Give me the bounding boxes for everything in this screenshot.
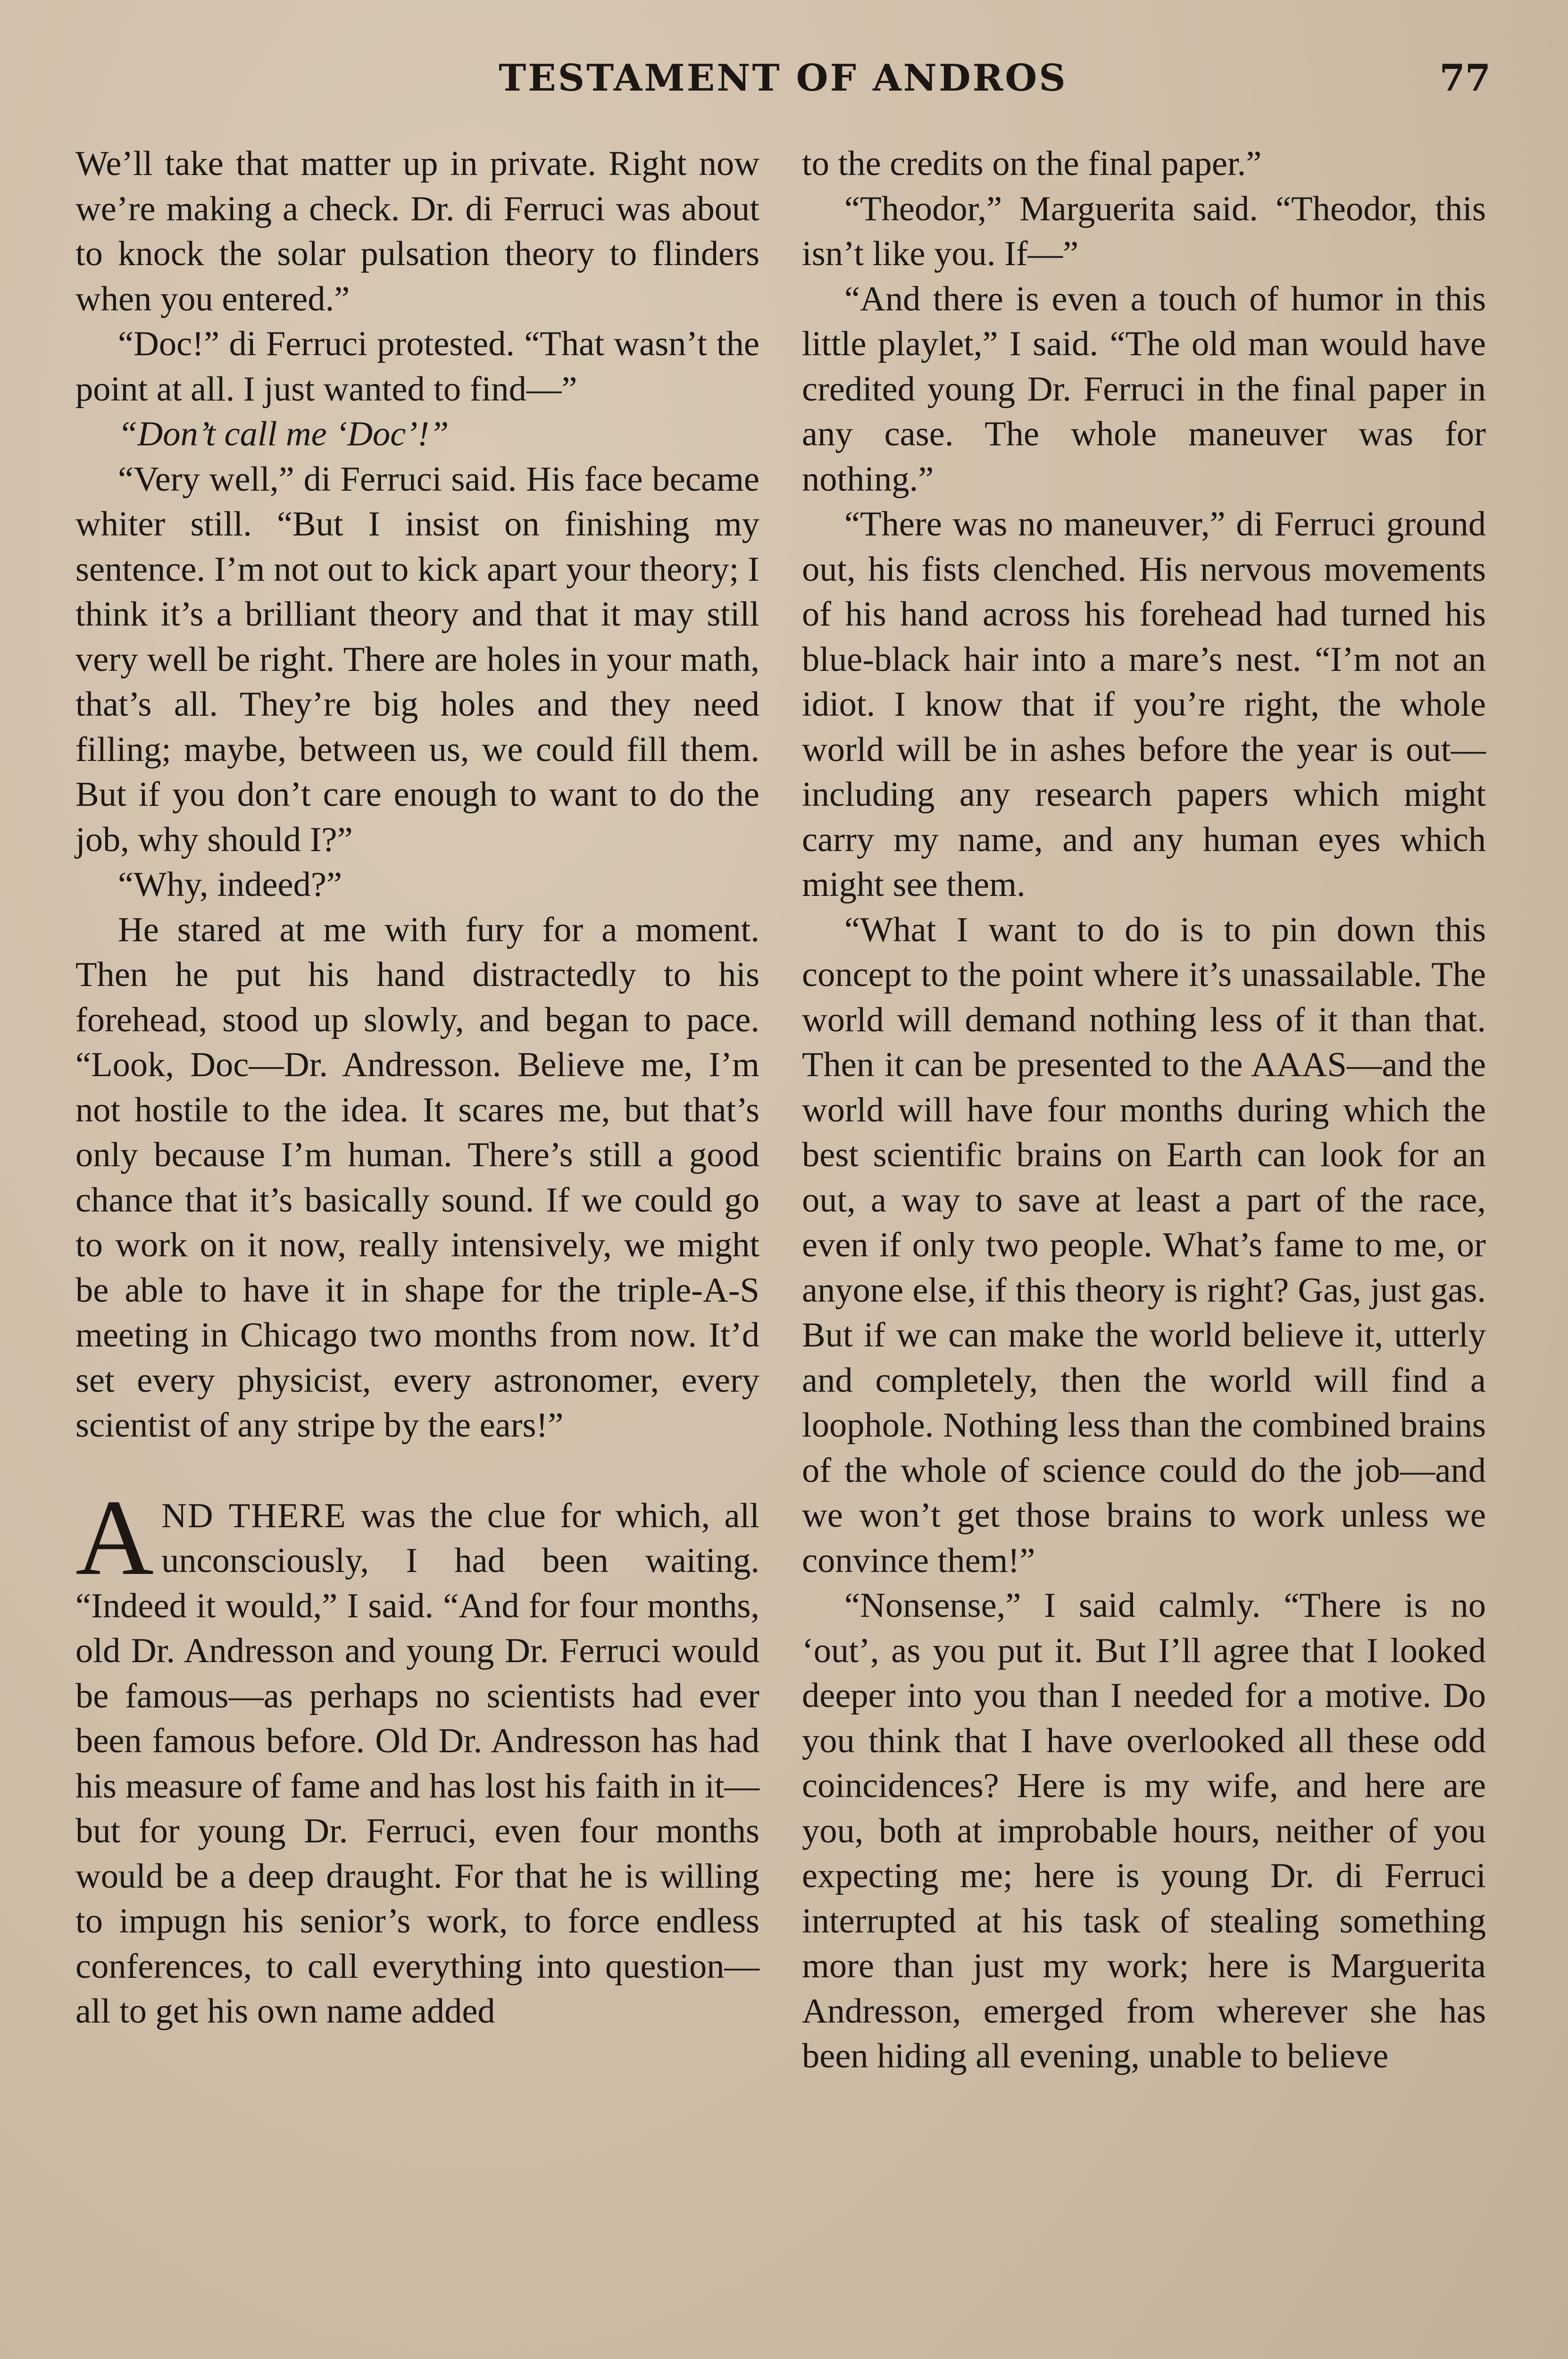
paragraph: “Nonsense,” I said calmly. “There is no ‘out’, as you put it. But I’ll agree that I looked deeper into you than I needed for a motive. Do you think that I have overlooked all these odd coincidences? Here is my wife, and here are you, both at improbable hours, neither of you expecting me; here is young Dr. di Ferruci interrupted at his task of stealing something more than just my work; here is Marguerita Andresson, emerged from wherever she has been hiding all evening, unable to believe [802, 1586, 1486, 2075]
paragraph: “Why, indeed?” [118, 865, 342, 904]
paragraph: We’ll take that matter up in private. Right now we’re making a check. Dr. di Ferruci was about to knock the solar pulsation theory to flinders when you entered.” [75, 144, 759, 318]
running-title: TESTAMENT OF ANDROS [499, 57, 1068, 100]
paragraph: “There was no maneuver,” di Ferruci ground out, his fists clenched. His nervous movements of his hand across his forehead had turned his blue-black hair into a mare’s nest. “I’m not an idiot. I know that if you’re right, the whole world will be in ashes before the year is out—including any research papers which might carry my name, and any human eyes which might see them. [802, 505, 1486, 904]
paragraph: “Very well,” di Ferruci said. His face became whiter still. “But I insist on finishing my sentence. I’m not out to kick apart your theory; I think it’s a brilliant theory and that it may still very well be right. There are holes in your math, that’s all. They’re big holes and they need filling; maybe, between us, we could fill them. But if you don’t care enough to want to do the job, why should I?” [75, 460, 759, 859]
paragraph: He stared at me with fury for a moment. Then he put his hand distractedly to his forehead, stood up slowly, and began to pace. “Look, Doc—Dr. Andresson. Believe me, I’m not hostile to the idea. It scares me, but that’s only because I’m human. There’s still a good chance that it’s basically sound. If we could go to work on it now, really intensively, we might be able to have it in shape for the triple-A-S meeting in Chicago two months from now. It’d set every physicist, every astronomer, every scientist of any stripe by the ears!” [75, 910, 759, 1445]
dropcap-rest: was the clue for which, all unconsciously, I had been waiting. “Indeed it would,” I said. “And for four months, old Dr. Andresson and young Dr. Ferruci would be famous—as perhaps no scientists had ever been famous before. Old Dr. Andresson has had his measure of fame and has lost his faith in it—but for young Dr. Ferruci, even four months would be a deep draught. For that he is willing to impugn his senior’s work, to force endless conferences, to call everything into question—all to get his own name added [75, 1496, 759, 2031]
paragraph: to the credits on the final paper.” [802, 144, 1262, 183]
dropcap-paragraph [75, 1477, 759, 2034]
paragraph: “What I want to do is to pin down this concept to the point where it’s unassailable. The world will demand nothing less of it than that. Then it can be presented to the AAAS—and the world will have four months during which the best scientific brains on Earth can look for an out, a way to save at least a part of the race, even if only two people. What’s fame to me, or anyone else, if this theory is right? Gas, just gas. But if we can make the world believe it, utterly and completely, then the world will find a loophole. Nothing less than the combined brains of the whole of science could do the job—and we won’t get those brains to work unless we convince them!” [802, 910, 1486, 1580]
drop-cap: A [75, 1477, 154, 1598]
paragraph: “And there is even a touch of humor in this little playlet,” I said. “The old man would have credited young Dr. Ferruci in the final paper in any case. The whole maneuver was for nothing.” [802, 279, 1486, 499]
paragraph: “Theodor,” Marguerita said. “Theodor, this isn’t like you. If—” [802, 189, 1486, 273]
paragraph: “Doc!” di Ferruci protested. “That wasn’t the point at all. I just wanted to find—” [75, 325, 759, 409]
left-column [75, 142, 759, 2034]
page-number: 77 [1439, 57, 1491, 100]
section-break [75, 1448, 759, 1494]
page-header [75, 57, 1491, 113]
dropcap-lead: ND THERE [161, 1496, 347, 1535]
paragraph: “Don’t call me ‘Doc’!” [118, 415, 449, 453]
right-column [802, 142, 1486, 2079]
